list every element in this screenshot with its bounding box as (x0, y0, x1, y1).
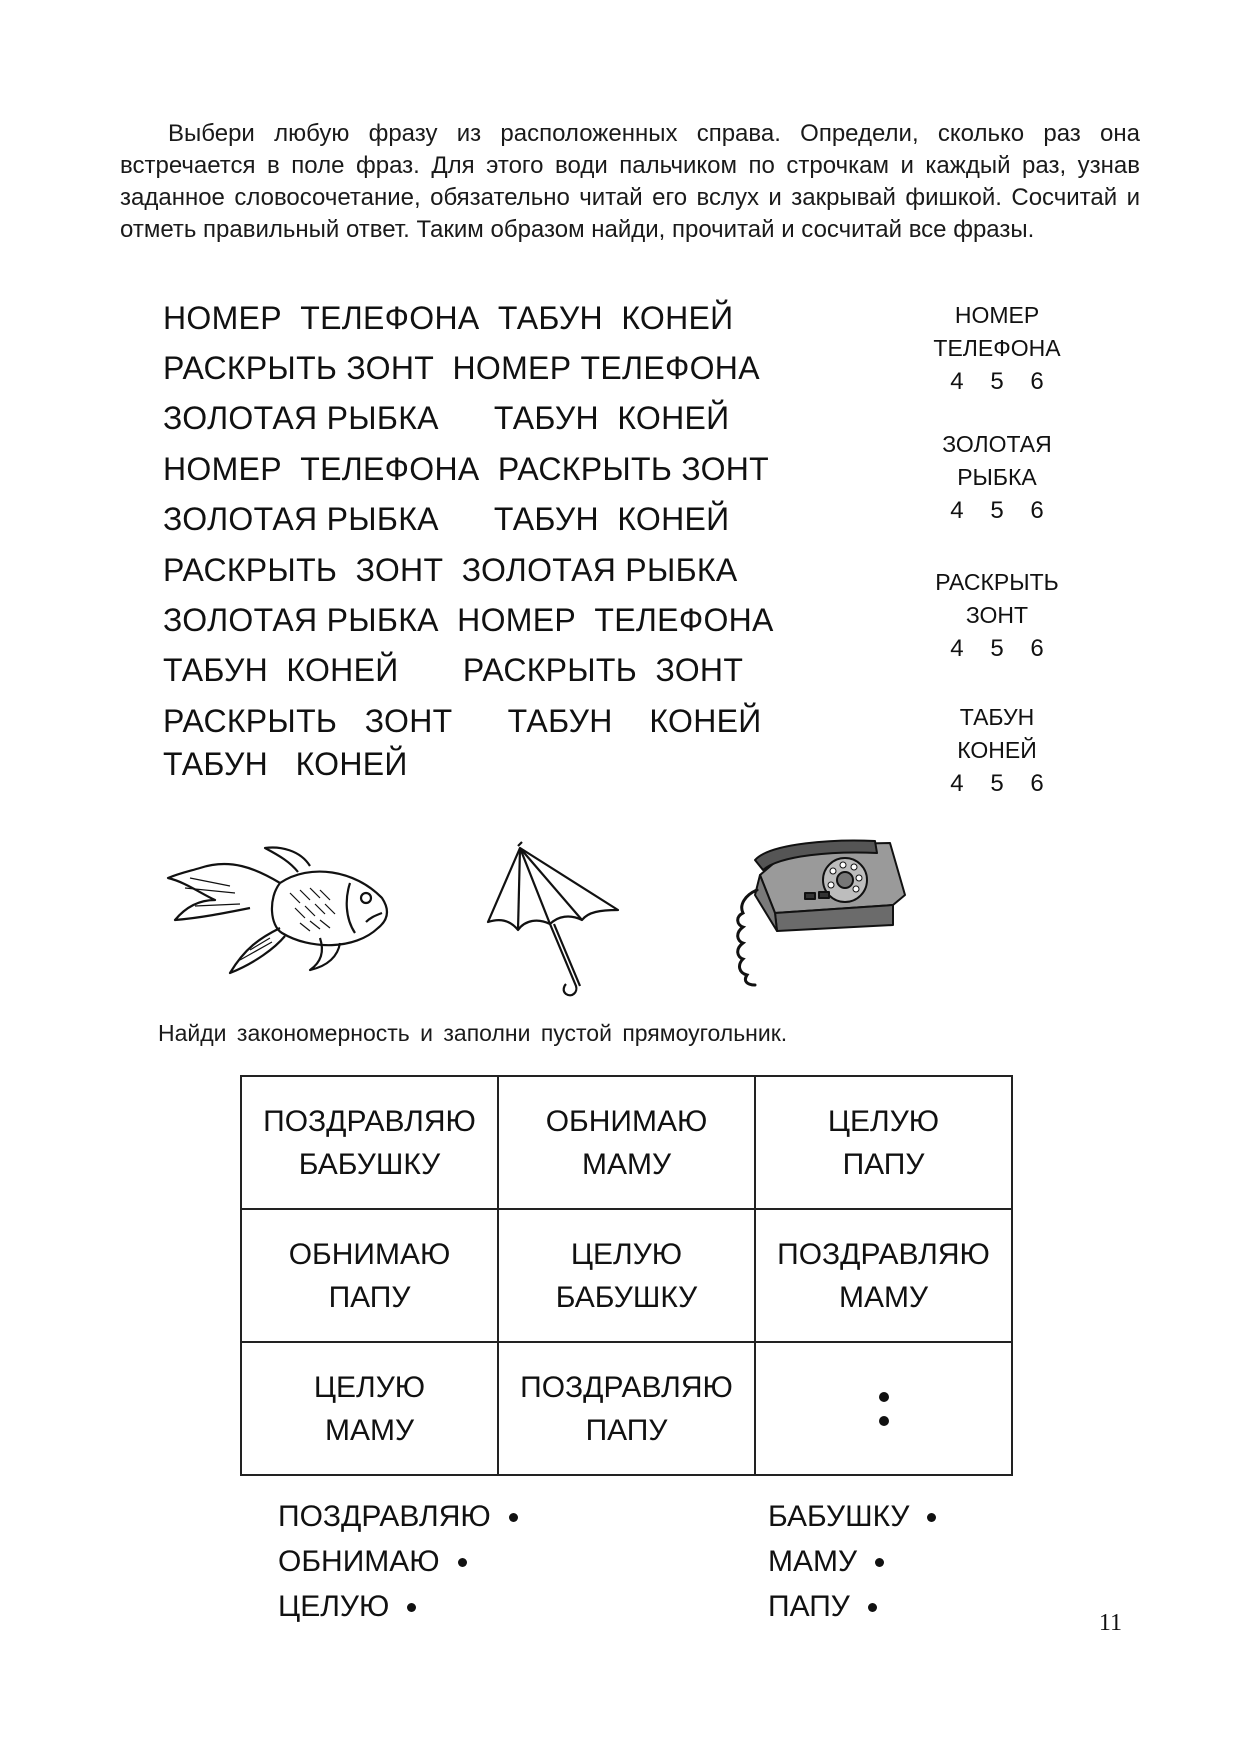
cell-object: ПАПУ (328, 1280, 411, 1314)
phrase-word: НОМЕР (954, 302, 1040, 328)
cell-verb: ОБНИМАЮ (288, 1237, 451, 1271)
answer-dots[interactable] (756, 1392, 1011, 1426)
grid-cell (498, 1076, 755, 1209)
phrase-word: РЫБКА (957, 464, 1037, 490)
grid-cell (498, 1342, 755, 1475)
phrase-word: КОНЕЙ (957, 737, 1037, 763)
phrase-line: НОМЕР ТЕЛЕФОНА ТАБУН КОНЕЙ (163, 300, 734, 336)
object-connector-dot[interactable] (879, 1416, 889, 1426)
option-label: БАБУШКУ (768, 1500, 910, 1533)
phrase-word: ЗОНТ (965, 602, 1029, 628)
phrase-line: ЗОЛОТАЯ РЫБКА ТАБУН КОНЕЙ (163, 400, 730, 436)
grid-cell (498, 1209, 755, 1342)
grid-cell (755, 1209, 1012, 1342)
phrase-line: ЗОЛОТАЯ РЫБКА ТАБУН КОНЕЙ (163, 501, 730, 537)
count-options[interactable]: 4 5 6 (950, 497, 1044, 524)
phrase-count-zolotaya-rybka (917, 428, 1077, 527)
phrase-line: РАСКРЫТЬ ЗОНТ НОМЕР ТЕЛЕФОНА (163, 350, 760, 386)
cell-object: МАМУ (581, 1147, 672, 1181)
phrase-line: ТАБУН КОНЕЙ РАСКРЫТЬ ЗОНТ (163, 652, 744, 688)
connector-dot[interactable] (868, 1603, 877, 1612)
phrase-word: ТЕЛЕФОНА (933, 335, 1061, 361)
cell-verb: ЦЕЛУЮ (570, 1237, 683, 1271)
cell-verb: ЦЕЛУЮ (827, 1104, 940, 1138)
object-option[interactable] (768, 1500, 936, 1534)
object-option[interactable] (768, 1590, 877, 1624)
cell-verb: ПОЗДРАВЛЯЮ (777, 1237, 990, 1271)
option-label: ОБНИМАЮ (278, 1545, 440, 1578)
connector-dot[interactable] (407, 1603, 416, 1612)
verb-option[interactable] (278, 1590, 416, 1624)
cell-object: МАМУ (324, 1413, 415, 1447)
verb-option[interactable] (278, 1545, 467, 1579)
phrase-word: РАСКРЫТЬ (935, 569, 1059, 595)
grid-row (241, 1076, 1012, 1209)
phrase-count-raskryt-zont (917, 566, 1077, 665)
phrase-line: ЗОЛОТАЯ РЫБКА НОМЕР ТЕЛЕФОНА (163, 602, 774, 638)
phrase-count-nomer-telefona (917, 299, 1077, 398)
instructions-text: Выбери любую фразу из расположенных справа. Определи, сколько раз она встречается в поле фраз. Для этого води пальчиком по строчкам и каждый раз, узнав заданное словосочетание, обязательно читай его вслух и закрывай фишкой. Сосчитай и отметь правильный ответ. Таким образом найди, прочитай и сосчитай все фразы. (120, 120, 1140, 243)
grid-row (241, 1209, 1012, 1342)
verb-connector-dot[interactable] (879, 1392, 889, 1402)
connector-dot[interactable] (927, 1513, 936, 1522)
grid-row (241, 1342, 1012, 1475)
page-number: 11 (1098, 1610, 1122, 1636)
grid-cell (241, 1342, 498, 1475)
grid-cell (755, 1076, 1012, 1209)
empty-answer-cell[interactable] (755, 1342, 1012, 1475)
pattern-grid (240, 1075, 1013, 1476)
phrase-word: ЗОЛОТАЯ (942, 431, 1052, 457)
grid-cell (241, 1076, 498, 1209)
option-label: ПАПУ (768, 1590, 850, 1623)
phrase-line: ТАБУН КОНЕЙ (163, 746, 408, 782)
connector-dot[interactable] (509, 1513, 518, 1522)
cell-object: БАБУШКУ (298, 1147, 441, 1181)
cell-object: ПАПУ (842, 1147, 925, 1181)
cell-object: БАБУШКУ (555, 1280, 698, 1314)
object-option[interactable] (768, 1545, 884, 1579)
cell-verb: ПОЗДРАВЛЯЮ (520, 1370, 733, 1404)
connector-dot[interactable] (458, 1558, 467, 1567)
option-label: ЦЕЛУЮ (278, 1590, 390, 1623)
cell-verb: ОБНИМАЮ (545, 1104, 708, 1138)
phrase-line: РАСКРЫТЬ ЗОНТ ТАБУН КОНЕЙ (163, 703, 762, 739)
task-instructions (120, 118, 1140, 246)
cell-object: МАМУ (838, 1280, 929, 1314)
umbrella-image (480, 840, 630, 1000)
cell-object: ПАПУ (585, 1413, 668, 1447)
phrase-line: РАСКРЫТЬ ЗОНТ ЗОЛОТАЯ РЫБКА (163, 552, 738, 588)
verb-option[interactable] (278, 1500, 518, 1534)
cell-verb: ПОЗДРАВЛЯЮ (263, 1104, 476, 1138)
phrase-count-tabun-konei (917, 701, 1077, 800)
cell-verb: ЦЕЛУЮ (313, 1370, 426, 1404)
goldfish-image (160, 838, 400, 978)
count-options[interactable]: 4 5 6 (950, 635, 1044, 662)
pattern-task-instruction: Найди закономерность и заполни пустой прямоугольник. (158, 1020, 788, 1046)
option-label: ПОЗДРАВЛЯЮ (278, 1500, 491, 1533)
count-options[interactable]: 4 5 6 (950, 770, 1044, 797)
phrase-word: ТАБУН (959, 704, 1035, 730)
connector-dot[interactable] (875, 1558, 884, 1567)
phrase-line: НОМЕР ТЕЛЕФОНА РАСКРЫТЬ ЗОНТ (163, 451, 770, 487)
grid-cell (241, 1209, 498, 1342)
option-label: МАМУ (768, 1545, 858, 1578)
count-options[interactable]: 4 5 6 (950, 368, 1044, 395)
telephone-image (725, 835, 910, 990)
